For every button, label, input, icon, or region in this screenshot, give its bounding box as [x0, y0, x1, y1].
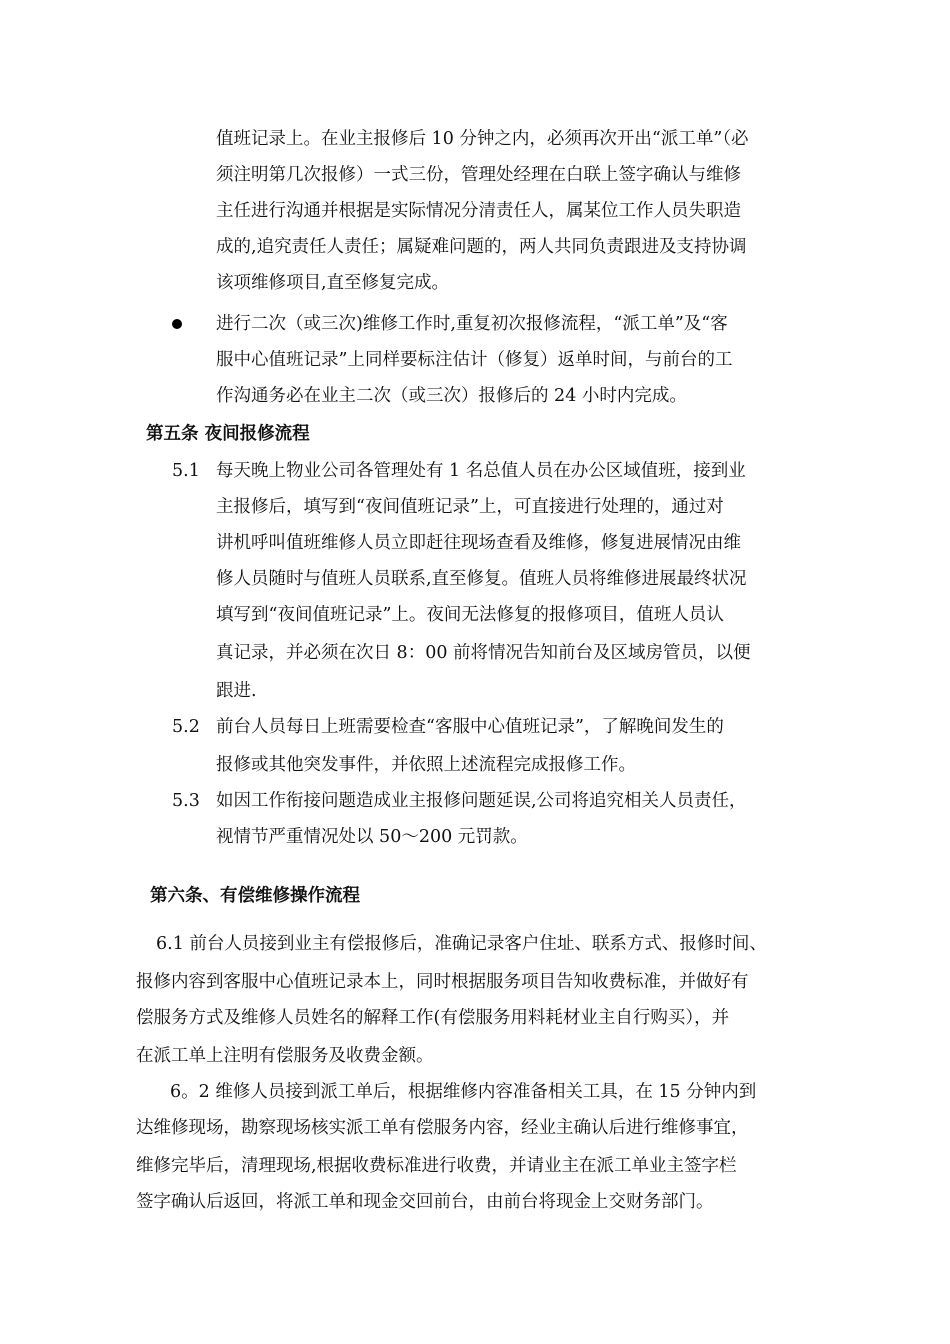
section-heading: 第五条 夜间报修流程 [146, 424, 310, 444]
paragraph-line: 维修完毕后，清理现场,根据收费标准进行收费，并请业主在派工单业主签字栏 [136, 1156, 737, 1176]
item-number: 5.1 [172, 461, 200, 481]
paragraph-line: 讲机呼叫值班维修人员立即赶往现场查看及维修，修复进展情况由维 [216, 533, 741, 553]
paragraph-line: 前台人员每日上班需要检查“客服中心值班记录”，了解晚间发生的 [216, 717, 724, 737]
paragraph-line: 跟进. [216, 681, 257, 701]
paragraph-line: 真记录，并必须在次日 8：00 前将情况告知前台及区域房管员，以便 [216, 643, 751, 663]
paragraph-line: 值班记录上。在业主报修后 10 分钟之内，必须再次开出“派工单”（必 [216, 129, 749, 149]
paragraph-line: 修人员随时与值班人员联系,直至修复。值班人员将维修进展最终状况 [216, 569, 747, 589]
paragraph-line: 报修或其他突发事件，并依照上述流程完成报修工作。 [216, 755, 636, 775]
bullet-icon [172, 319, 182, 329]
paragraph-line: 主任进行沟通并根据是实际情况分清责任人，属某位工作人员失职造 [216, 201, 741, 221]
item-number: 5.2 [172, 717, 200, 737]
paragraph-line: 每天晚上物业公司各管理处有 1 名总值人员在办公区域值班，接到业 [216, 461, 746, 481]
paragraph-line: 6.1 前台人员接到业主有偿报修后，准确记录客户住址、联系方式、报修时间、 [156, 934, 767, 954]
section-heading: 第六条、有偿维修操作流程 [150, 886, 360, 906]
paragraph-line: 作沟通务必在业主二次（或三次）报修后的 24 小时内完成。 [216, 386, 687, 406]
paragraph-line: 达维修现场，勘察现场核实派工单有偿服务内容，经业主确认后进行维修事宜， [136, 1118, 749, 1138]
paragraph-line: 报修内容到客服中心值班记录本上，同时根据服务项目告知收费标准，并做好有 [136, 972, 749, 992]
paragraph-line: 该项维修项目,直至修复完成。 [216, 273, 450, 293]
paragraph-line: 如因工作衔接问题造成业主报修问题延误,公司将追究相关人员责任， [216, 791, 747, 811]
item-number: 5.3 [172, 791, 200, 811]
paragraph-line: 视情节严重情况处以 50～200 元罚款。 [216, 827, 528, 847]
paragraph-line: 主报修后，填写到“夜间值班记录”上，可直接进行处理的，通过对 [216, 497, 724, 517]
paragraph-line: 6。2 维修人员接到派工单后，根据维修内容准备相关工具，在 15 分钟内到 [170, 1082, 757, 1102]
paragraph-line: 在派工单上注明有偿服务及收费金额。 [136, 1046, 434, 1066]
paragraph-line: 填写到“夜间值班记录”上。夜间无法修复的报修项目，值班人员认 [216, 605, 724, 625]
paragraph-line: 成的,追究责任人责任；属疑难问题的，两人共同负责跟进及支持协调 [216, 237, 747, 257]
paragraph-line: 须注明第几次报修）一式三份，管理处经理在白联上签字确认与维修 [216, 165, 741, 185]
paragraph-line: 签字确认后返回，将派工单和现金交回前台，由前台将现金上交财务部门。 [136, 1192, 714, 1212]
paragraph-line: 进行二次（或三次)维修工作时,重复初次报修流程，“派工单”及“客 [216, 314, 728, 334]
paragraph-line: 偿服务方式及维修人员姓名的解释工作(有偿服务用料耗材业主自行购买），并 [136, 1008, 730, 1028]
paragraph-line: 服中心值班记录”上同样要标注估计（修复）返单时间，与前台的工 [216, 350, 733, 370]
